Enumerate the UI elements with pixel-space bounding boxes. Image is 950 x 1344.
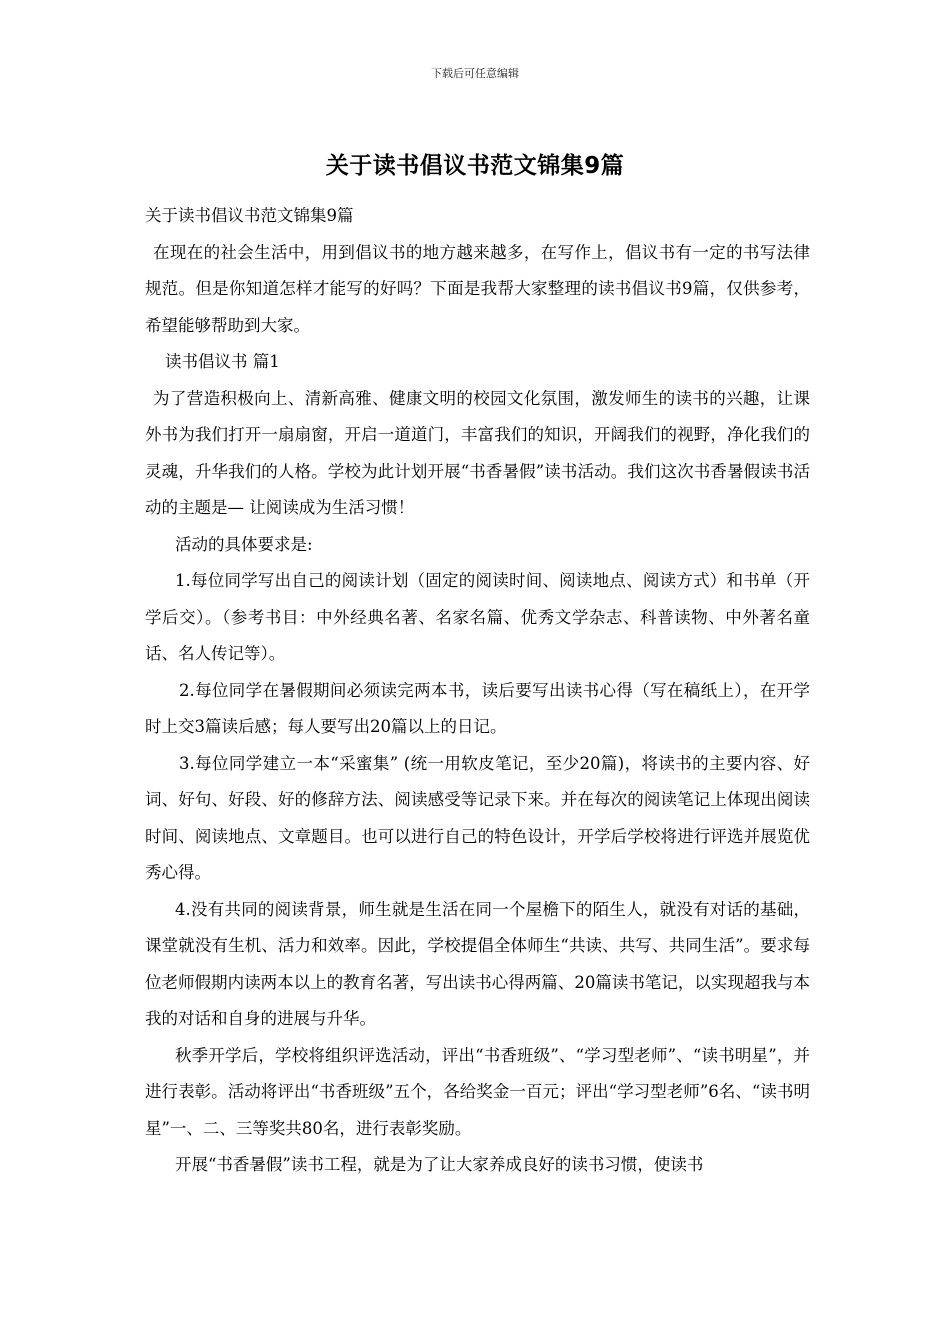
document-subtitle: 关于读书倡议书范文锦集9篇 bbox=[145, 206, 354, 225]
requirement-item-2: 2.每位同学在暑假期间必须读完两本书，读后要写出读书心得（写在稿纸上），在开学时上交3篇读后感；每人要写出20篇以上的日记。 bbox=[145, 680, 810, 736]
requirement-item-3: 3.每位同学建立一本“采蜜集” (统一用软皮笔记，至少20篇)，将读书的主要内容、好词、好句、好段、好的修辞方法、阅读感受等记录下来。并在每次的阅读笔记上体现出阅读时间、阅读地点、文章题目。也可以进行自己的特色设计，开学后学校将进行评选并展览优秀心得。 bbox=[145, 753, 810, 882]
document-title: 关于读书倡议书范文锦集9篇 bbox=[325, 153, 625, 179]
paragraph-requirements-intro: 活动的具体要求是: bbox=[175, 534, 313, 554]
paragraph-evaluation: 秋季开学后，学校将组织评选活动，评出“书香班级”、“学习型老师”、“读书明星”，并进行表彰。活动将评出“书香班级”五个，各给奖金一百元；评出“学习型老师”6名、“读书明星”一、二、三等奖共80名，进行表彰奖励。 bbox=[145, 1045, 810, 1138]
intro-paragraph: 在现在的社会生活中，用到倡议书的地方越来越多，在写作上，倡议书有一定的书写法律规范。但是你知道怎样才能写的好吗？下面是我帮大家整理的读书倡议书9篇，仅供参考，希望能够帮助到大家。 bbox=[145, 242, 810, 335]
requirement-item-1: 1.每位同学写出自己的阅读计划（固定的阅读时间、阅读地点、阅读方式）和书单（开学后交）。（参考书目：中外经典名著、名家名篇、优秀文学杂志、科普读物、中外著名童话、名人传记等）。 bbox=[145, 571, 810, 663]
requirement-item-4: 4.没有共同的阅读背景，师生就是生活在同一个屋檐下的陌生人，就没有对话的基础，课堂就没有生机、活力和效率。因此，学校提倡全体师生“共读、共写、共同生活”。要求每位老师假期内读两本以上的教育名著，写出读书心得两篇、20篇读书笔记，以实现超我与本我的对话和自身的进展与升华。 bbox=[145, 899, 810, 1028]
document-body bbox=[145, 198, 810, 1184]
section-heading: 读书倡议书 篇1 bbox=[165, 352, 280, 371]
paragraph-closing: 开展“书香暑假”读书工程，就是为了让大家养成良好的读书习惯，使读书 bbox=[175, 1155, 704, 1174]
page-header-note: 下载后可任意编辑 bbox=[431, 67, 519, 80]
paragraph-purpose: 为了营造积极向上、清新高雅、健康文明的校园文化氛围，激发师生的读书的兴趣，让课外书为我们打开一扇扇窗，开启一道道门，丰富我们的知识，开阔我们的视野，净化我们的灵魂，升华我们的人格。学校为此计划开展“书香暑假”读书活动。我们这次书香暑假读书活动的主题是— 让阅读成为生活习惯！ bbox=[145, 388, 810, 517]
